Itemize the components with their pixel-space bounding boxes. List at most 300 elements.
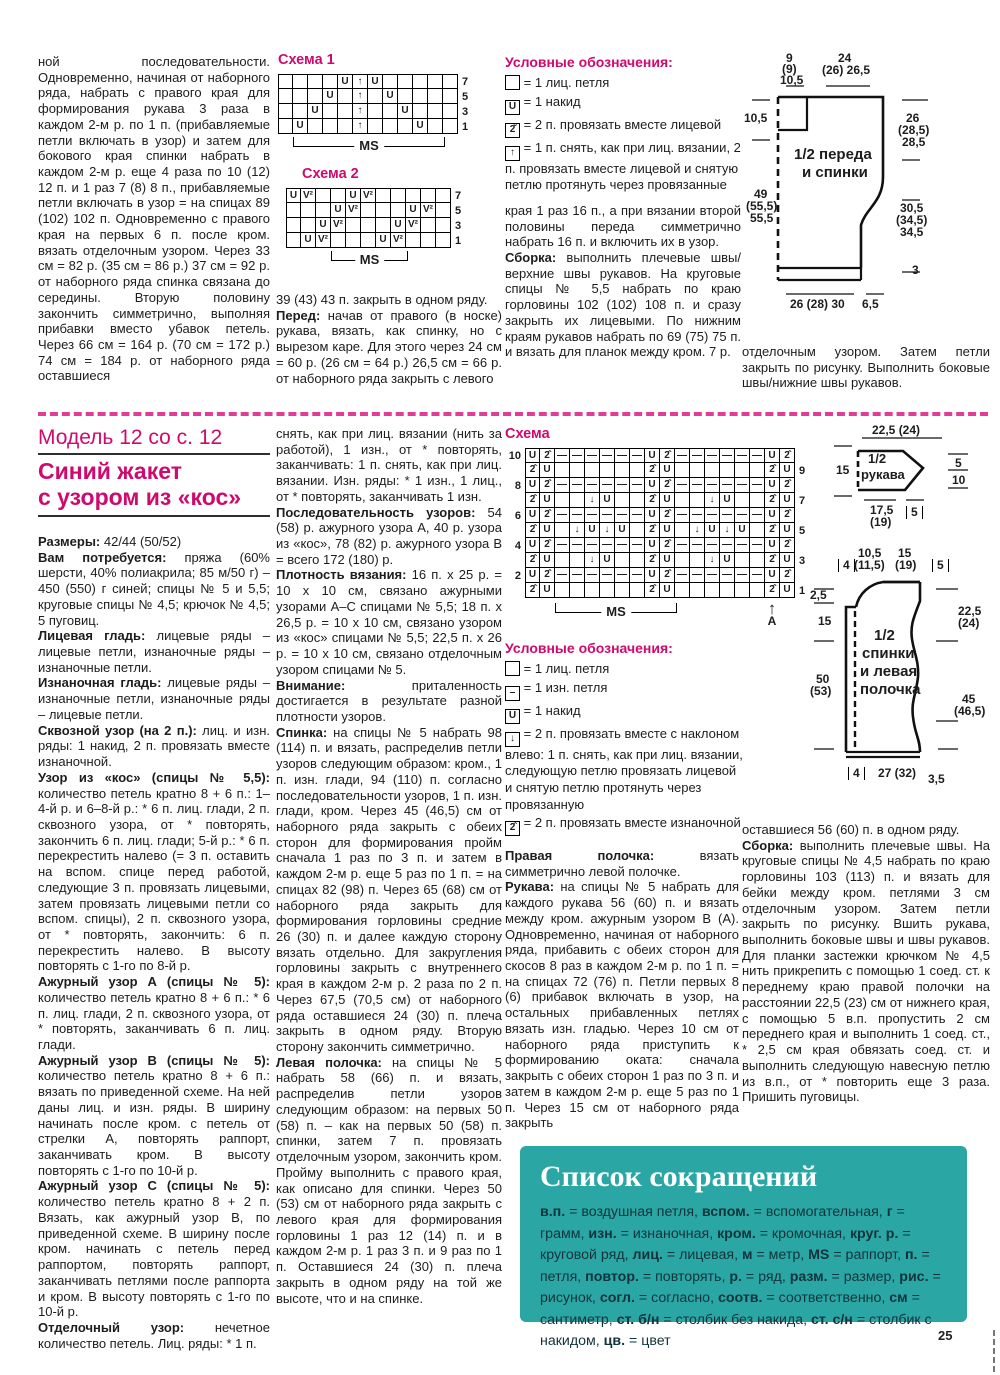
chart-cell: 2̂: [525, 463, 540, 478]
chart-symbol-icon: ↑: [505, 146, 520, 161]
ms-label: MS: [354, 138, 384, 153]
bottom-legend-block: [505, 640, 747, 838]
chart-cell: [750, 553, 765, 568]
chart-cell: —: [735, 538, 750, 553]
chart-cell: [293, 74, 308, 89]
abbreviations-list: в.п. = воздушная петля, вспом. = вспомогательная, г = грамм, изн. = изнаночная, кром. = кромочная, круг. р. = круговой ряд, лиц. = лицевая, м = метр, MS = раппорт, п. = петля, повтор. = повторять, р. = ряд, разм. = размер, рис. = рисунок, согл. = согласно, соотв. = соответственно, см = сантиметр, ст. б/н = столбик без накида, ст. с/н = столбик с накидом, цв. = цвет: [540, 1204, 941, 1350]
chart-cell: [406, 188, 421, 203]
chart-cell: [436, 218, 451, 233]
chart-cell: [750, 583, 765, 598]
chart-cell: —: [690, 568, 705, 583]
chart-cell: —: [555, 508, 570, 523]
chart-cell: [585, 463, 600, 478]
chart-cell: 2̂: [645, 553, 660, 568]
model-column-1: [38, 534, 270, 1351]
measurement-label: (24): [958, 616, 980, 630]
chart-cell: 2̂: [780, 448, 795, 463]
chart-cell: [428, 89, 443, 104]
legend-item: 2̂ = 2 п. провязать вместе изнаночной: [505, 815, 747, 836]
chart-cell: [383, 74, 398, 89]
row-number: 7: [455, 189, 462, 202]
top-legend-block: [505, 54, 741, 360]
chart-cell: U: [720, 493, 735, 508]
chart-cell: [308, 89, 323, 104]
chart-cell: 2̂: [765, 553, 780, 568]
measurement-label: 2,5: [810, 588, 827, 602]
chart-cell: U: [293, 119, 308, 134]
measurement-label: 15: [898, 546, 912, 560]
front-back-outline: [742, 50, 992, 338]
chart-cell: [428, 104, 443, 119]
chart-cell: U: [383, 89, 398, 104]
chart-cell: —: [705, 568, 720, 583]
measurement-label: 24: [838, 51, 852, 65]
measurement-label: (46,5): [954, 704, 986, 718]
diagram-name: полочка: [860, 681, 921, 698]
chart-cell: U: [735, 523, 750, 538]
row-number: [505, 583, 525, 598]
chart-cell: —: [735, 508, 750, 523]
measurement-label: (19): [870, 515, 892, 529]
paragraph: Перед: начав от правого (в носке) рукава, вязать, как спинку, но с вырезом каре. Для этого через 24 см = 60 р. (26 см = 64 р.) 26,5 см = 66 р. от наборного ряда закрыть с левого: [276, 307, 503, 386]
chart-cell: [735, 493, 750, 508]
chart-cell: [555, 463, 570, 478]
diagram-name: и спинки: [802, 164, 868, 181]
chart-cell: [705, 463, 720, 478]
chart-cell: 2̂: [540, 508, 555, 523]
legend-item: = 1 лиц. петля: [505, 75, 741, 92]
chart-cell: —: [750, 538, 765, 553]
chart-cell: [338, 89, 353, 104]
chart-cell: U: [316, 218, 331, 233]
measurement-label: (55,5): [746, 199, 778, 213]
chart-cell: [750, 463, 765, 478]
paragraph: Внимание: приталенность достигается в результате разной плотности узоров.: [276, 677, 502, 724]
chart-cell: —: [720, 538, 735, 553]
chart-symbol-icon: U: [505, 100, 520, 115]
chart-cell: U: [765, 568, 780, 583]
chart-cell: —: [735, 568, 750, 583]
chart-cell: —: [615, 478, 630, 493]
chart-cell: —: [600, 508, 615, 523]
chart-cell: U: [525, 448, 540, 463]
chart-cell: [615, 553, 630, 568]
measurement-label: 3: [912, 263, 919, 277]
chart-cell: U: [585, 523, 600, 538]
chart-cell: [286, 203, 301, 218]
chart-cell: [690, 493, 705, 508]
measurement-label: 3,5: [928, 772, 945, 786]
chart-cell: U: [398, 104, 413, 119]
chart-cell: —: [720, 478, 735, 493]
chart-cell: U: [525, 478, 540, 493]
schema1-title: Схема 1: [278, 52, 335, 68]
rapport-arrow: ↑ A: [761, 602, 783, 627]
chart-cell: [398, 74, 413, 89]
chart-cell: —: [690, 448, 705, 463]
chart-cell: —: [570, 508, 585, 523]
chart-cell: —: [630, 478, 645, 493]
chart-cell: 2̂: [540, 568, 555, 583]
chart-cell: [720, 463, 735, 478]
paragraph: оставшиеся 56 (60) п. в одном ряду.: [742, 822, 960, 837]
measurement-label: 30,5: [900, 201, 924, 215]
chart-cell: [690, 583, 705, 598]
row-number: [795, 478, 815, 493]
chart-cell: ↓: [600, 523, 615, 538]
chart-cell: [286, 233, 301, 248]
chart-cell: [750, 493, 765, 508]
chart-cell: ↓: [570, 523, 585, 538]
chart-cell: [361, 218, 376, 233]
chart-cell: —: [675, 538, 690, 553]
paragraph: снять, как при лиц. вязании (нить за работой), 1 изн., от * повторять, заканчивать: 1 п. снять, как при лиц. вязании. Изн. ряды: * 1 изн., 1 лиц., от * повторять, заканчивать 1 изн.: [276, 426, 502, 504]
schema1-chart: [278, 74, 503, 154]
paragraph: Отделочный узор: нечетное количество петель. Лиц. ряды: * 1 п.: [38, 1319, 270, 1351]
chart-cell: U: [780, 463, 795, 478]
paragraph: Изнаночная гладь: лицевые ряды – изнаночные петли, изнаночные ряды – лицевые петли.: [38, 675, 270, 722]
measurement-label: 6,5: [862, 297, 879, 311]
schema2-chart: [286, 188, 501, 268]
legend-item: = 1 лиц. петля: [505, 661, 747, 678]
row-number: [795, 508, 815, 523]
chart-cell: [413, 89, 428, 104]
ms-label: MS: [355, 252, 385, 267]
diagram-name: 1/2: [868, 451, 887, 466]
measurement-label: 10: [952, 473, 966, 487]
model-header-block: [38, 426, 270, 521]
ms-label: MS: [601, 604, 631, 619]
chart-cell: [630, 553, 645, 568]
chart-cell: —: [600, 448, 615, 463]
chart-cell: —: [750, 508, 765, 523]
paragraph: Правая полочка: вязать симметрично левой полочке.: [505, 848, 739, 879]
chart-cell: ↓: [705, 493, 720, 508]
chart-cell: U: [600, 553, 615, 568]
chart-cell: —: [690, 478, 705, 493]
paragraph: Плотность вязания: 16 п. x 25 р. = 10 x 10 см, связано ажурными узорами А–С спицами № 5,5; 18 п. x 26,5 р. = 10 x 10 см, связано узором из «кос» спицами № 5,5; 22,5 п. x 26 р. = 10 x 10 см, связано отделочным узором спицами № 5.: [276, 567, 502, 677]
schema1-block: [278, 52, 503, 154]
chart-cell: [630, 523, 645, 538]
chart-cell: 2̂: [660, 568, 675, 583]
measurement-label: 15: [818, 614, 832, 628]
chart-cell: 2̂: [645, 583, 660, 598]
chart-cell: [391, 188, 406, 203]
measurement-label: 26 (28) 30: [790, 297, 845, 311]
chart-cell: [323, 119, 338, 134]
chart-cell: —: [735, 448, 750, 463]
chart-cell: U: [323, 89, 338, 104]
ms-bracket: [293, 137, 445, 153]
chart-cell: —: [750, 478, 765, 493]
measurement-label: 10,5: [858, 546, 882, 560]
chart-cell: [301, 203, 316, 218]
chart-cell: —: [600, 538, 615, 553]
schema2-block: [286, 166, 501, 268]
chart-cell: ↑: [353, 89, 368, 104]
chart-cell: [443, 104, 458, 119]
chart-cell: [293, 89, 308, 104]
chart-cell: [555, 493, 570, 508]
chart-cell: ↑: [353, 104, 368, 119]
chart-cell: —: [555, 568, 570, 583]
chart-cell: [600, 463, 615, 478]
chart-symbol-icon: [505, 75, 520, 90]
chart-cell: —: [615, 508, 630, 523]
ms-bracket: [555, 603, 677, 619]
back-front-diagram: [806, 545, 1000, 790]
chart-cell: [436, 233, 451, 248]
chart-cell: —: [555, 478, 570, 493]
chart-cell: —: [705, 478, 720, 493]
chart-cell: [338, 104, 353, 119]
chart-cell: U: [780, 493, 795, 508]
big-schema-block: [505, 426, 835, 643]
chart-cell: —: [585, 508, 600, 523]
row-number: 9: [799, 464, 806, 477]
chart-cell: U: [540, 463, 555, 478]
paragraph: Размеры: 42/44 (50/52): [38, 534, 182, 549]
model-header: Модель 12 со с. 12: [38, 426, 223, 449]
chart-cell: ↓: [585, 553, 600, 568]
chart-cell: [301, 218, 316, 233]
paragraph: Рукава: на спицы № 5 набрать для каждого рукава 56 (60) п. и вязать между кром. ажурным узором В (А). Одновременно, начиная от наборного ряда, прибавить с обеих сторон для скосов 8 раз в каждом 2-м р. по 1 п. = на спицах 72 (76) п. Петли первых 8 (6) прибавок включать в узор, на остальных прибавленных петлях вязать изн. гладью. Через 10 см от наборного ряда приступить к формированию оката: сначала закрыть с обеих сторон 1 раз по 3 п. и затем в каждом 2-м р. еще 5 раз по 1 п. Через 15 см от наборного ряда закрыть: [505, 879, 739, 1131]
chart-cell: 2̂: [525, 553, 540, 568]
chart-cell: V²: [421, 203, 436, 218]
paragraph: Узор из «кос» (спицы № 5,5): количество петель кратно 8 + 6 п.: 1–4-й р. и 6–8-й р.: * 6 п. лиц. глади, 2 п. сквозного узора, от * повторять, закончить 6 п. лиц. глади; 5-й р.: * 6 п. перекрестить налево (= 3 п. оставить на вспом. спице перед работой, следующие 3 п. провязать лицевыми, затем провязать лицевыми петли со вспом. спицы), 2 п. сквозного узора, от * повторять, закончить: 6 п. перекрестить налево. В высоту повторять с 1-го по 8-й р.: [38, 769, 270, 974]
chart-cell: [323, 104, 338, 119]
chart-cell: [331, 188, 346, 203]
chart-cell: [361, 233, 376, 248]
chart-cell: ↓: [705, 553, 720, 568]
chart-cell: [413, 104, 428, 119]
chart-cell: —: [750, 568, 765, 583]
chart-cell: 2̂: [765, 463, 780, 478]
row-number: 8: [514, 479, 521, 492]
chart-cell: [413, 74, 428, 89]
measurement-label: (19): [895, 558, 917, 572]
chart-cell: [570, 583, 585, 598]
chart-cell: 2̂: [540, 478, 555, 493]
row-number: 3: [462, 105, 469, 118]
chart-cell: 2̂: [540, 538, 555, 553]
paragraph: Вам потребуется: пряжа (60% шерсти, 40% полиакрила; 85 м/50 г) – 450 (550) г синей; спицы № 5 и 5,5; круговые спицы № 4,5; крючок № 4,5; 5 пуговиц.: [38, 549, 270, 628]
chart-cell: U: [765, 508, 780, 523]
measurement-label: 5: [932, 559, 949, 572]
chart-cell: 2̂: [780, 478, 795, 493]
chart-cell: —: [675, 568, 690, 583]
measurement-label: 10,5: [744, 111, 768, 125]
measurement-label: (11,5): [854, 558, 885, 572]
chart-cell: —: [720, 508, 735, 523]
legend-item: U = 1 накид: [505, 703, 747, 724]
chart-cell: U: [645, 478, 660, 493]
chart-cell: U: [660, 553, 675, 568]
sleeve-diagram: [828, 424, 1000, 536]
legend-item: 2̌ = 2 п. провязать вместе лицевой: [505, 117, 741, 138]
chart-cell: V²: [346, 203, 361, 218]
chart-cell: [436, 203, 451, 218]
chart-cell: —: [555, 538, 570, 553]
chart-cell: 2̂: [780, 538, 795, 553]
chart-cell: [600, 583, 615, 598]
paragraph: Лицевая гладь: лицевые ряды – лицевые петли, изнаночные ряды – изнаночные петли.: [38, 628, 270, 675]
chart-cell: U: [645, 568, 660, 583]
measurement-label: 4: [848, 767, 865, 780]
chart-cell: —: [570, 538, 585, 553]
model-column-3: [505, 848, 739, 1131]
schema2-title: Схема 2: [302, 166, 359, 182]
chart-cell: —: [630, 568, 645, 583]
chart-cell: [376, 218, 391, 233]
chart-cell: —: [585, 538, 600, 553]
chart-cell: 2̂: [660, 538, 675, 553]
chart-cell: —: [630, 538, 645, 553]
chart-cell: [735, 583, 750, 598]
row-number: 3: [455, 219, 462, 232]
chart-cell: 2̂: [645, 463, 660, 478]
measurement-label: 22,5: [958, 604, 982, 618]
paragraph: Ажурный узор В (спицы № 5): количество петель кратно 8 + 6 п.: вязать по приведенной схеме. На ней даны лиц. и изн. ряды. В ширину начинать после кром. с петель от стрелки А, повторять раппорт, заканчивать кром. В высоту повторять с 1-го по 10-й р.: [38, 1052, 270, 1178]
chart-cell: [278, 104, 293, 119]
chart-cell: [278, 89, 293, 104]
measurement-label: 5: [955, 456, 962, 470]
chart-cell: [630, 463, 645, 478]
arrow-up-icon: ↑: [767, 599, 777, 618]
measurement-label: 4: [838, 559, 855, 572]
row-number: [795, 448, 815, 463]
chart-cell: [690, 463, 705, 478]
row-number: 7: [462, 75, 469, 88]
page-number: 25: [938, 1328, 953, 1343]
chart-cell: U: [645, 448, 660, 463]
chart-cell: —: [555, 448, 570, 463]
measurement-label: 22,5 (24): [872, 423, 921, 437]
row-number: [505, 523, 525, 538]
chart-symbol-icon: ↓: [505, 732, 520, 747]
chart-cell: U: [308, 104, 323, 119]
paragraph: Ажурный узор С (спицы № 5): количество петель кратно 8 + 2 п. Вязать, как ажурный узор В, по приведенной схеме. В ширину после кром. начинать с петель перед раппортом, повторять раппорт, заканчивать петлями после раппорта и кром. В высоту повторять с 1-го по 10-й р.: [38, 1178, 270, 1320]
chart-cell: [376, 203, 391, 218]
chart-cell: [615, 493, 630, 508]
chart-cell: ↑: [353, 74, 368, 89]
chart-cell: [555, 523, 570, 538]
chart-cell: [286, 218, 301, 233]
chart-cell: U: [540, 553, 555, 568]
chart-cell: [750, 523, 765, 538]
chart-cell: V²: [301, 188, 316, 203]
row-number: 1: [462, 120, 469, 133]
chart-cell: [675, 523, 690, 538]
chart-cell: —: [585, 448, 600, 463]
measurement-label: 5: [906, 506, 923, 519]
chart-cell: —: [705, 538, 720, 553]
big-schema-title: Схема: [505, 426, 550, 442]
chart-cell: V²: [391, 233, 406, 248]
row-number: 1: [799, 584, 806, 597]
top-column-1: [38, 54, 270, 384]
chart-cell: —: [675, 448, 690, 463]
legend-items: [505, 661, 747, 836]
chart-cell: U: [413, 119, 428, 134]
chart-cell: 2̂: [525, 493, 540, 508]
measurement-label: 15: [836, 463, 850, 477]
chart-cell: [421, 188, 436, 203]
top-column-3: [505, 203, 741, 360]
chart-cell: [443, 74, 458, 89]
chart-cell: U: [525, 508, 540, 523]
paragraph: Левая полочка: на спицы № 5 набрать 58 (66) п. и вязать, распределив петли узоров следующим образом: на первых 50 (58) п. – как на первых 50 (58) п. спинки, затем 7 п. провязать отделочным узором, закончить кром. Пройму выполнить с правого края, как описано для спинки. Через 50 (53) см от наборного ряда закрыть с левого края для формирования горловины 1 раз 12 (14) п. и в каждом 2-м р. 1 раз 3 п. и 9 раз по 1 п. Оставшиеся 24 (30) п. плеча закрыть в одном ряду на той же высоте, что и на спинке.: [276, 1054, 503, 1306]
chart-cell: [443, 89, 458, 104]
chart-cell: 2̂: [780, 508, 795, 523]
chart-cell: U: [368, 74, 383, 89]
chart-cell: [316, 203, 331, 218]
diagram-name: спинки: [862, 645, 915, 662]
chart-cell: [398, 119, 413, 134]
chart-cell: [585, 583, 600, 598]
sleeve-outline: [828, 424, 1000, 536]
crop-mark: [993, 1330, 995, 1372]
chart-symbol-icon: U: [505, 709, 520, 724]
measurement-label: 34,5: [900, 225, 924, 239]
chart-cell: U: [406, 203, 421, 218]
chart-cell: [346, 233, 361, 248]
measurement-label: 26: [906, 111, 920, 125]
top-column-2: [276, 292, 502, 386]
measurement-label: 50: [816, 672, 830, 686]
chart-cell: [421, 218, 436, 233]
chart-cell: —: [570, 448, 585, 463]
chart-cell: [735, 553, 750, 568]
chart-cell: 2̂: [645, 523, 660, 538]
row-number: 5: [799, 524, 806, 537]
paragraph: Сквозной узор (на 2 п.): лиц. и изн. ряды: 1 накид, 2 п. провязать вместе изнаночной.: [38, 722, 270, 770]
chart-cell: U: [660, 583, 675, 598]
chart-cell: [735, 463, 750, 478]
diagram-name: 1/2 переда: [794, 146, 872, 163]
chart-cell: U: [338, 74, 353, 89]
legend-item: U = 1 накид: [505, 94, 741, 115]
knitting-chart-grid: [505, 448, 835, 598]
chart-cell: —: [690, 508, 705, 523]
paragraph: ной последовательности. Одновременно, начиная от наборного ряда, набрать с правого края для формирования рукава 3 раза в каждом 2-м р. по 1 п. (прибавляемые петли включать в узор) и затем для бокового края спинки набрать в каждом 2-м р. еще 4 раза по 10 (12) 12 п. и 1 раз 7 (8) 8 п., прибавляемые петли включать в узор = на спицах 89 (102) 102 п. Одновременно с правого края на первых 6 п. после кром. вязать отделочным узором. Через 33 см = 82 р. (35 см = 86 р.) 37 см = 92 р. от наборного ряда спинка связана до середины. Вторую половину закончить симметрично, выполняя прибавки вместо убавок петель. Через 66 см = 164 р. (70 см = 172 р.) 74 см = 184 р. от наборного ряда оставшиеся: [38, 54, 270, 384]
chart-cell: [555, 583, 570, 598]
measurement-label: 10,5: [780, 73, 804, 87]
chart-cell: U: [376, 233, 391, 248]
paragraph: Сборка: выполнить плечевые швы/верхние швы рукавов. На круговые спицы № 5,5 набрать по краю горловины 102 (102) 108 п. и сразу закрыть их лицевыми. По нижним краям рукавов набрать по 69 (75) 75 п. и вязать для планок между кром. 7 р.: [505, 250, 741, 360]
row-number: 4: [514, 539, 521, 552]
measurement-label: 45: [962, 692, 976, 706]
legend-title: Условные обозначения:: [505, 640, 673, 656]
chart-cell: U: [346, 188, 361, 203]
chart-cell: —: [630, 448, 645, 463]
chart-cell: 2̂: [525, 583, 540, 598]
paragraph: отделочным узором. Затем петли закрыть по рисунку. Выполнить боковые швы/нижние швы рукавов.: [742, 344, 990, 391]
row-number: 3: [799, 554, 806, 567]
chart-cell: U: [765, 448, 780, 463]
chart-cell: 2̂: [765, 493, 780, 508]
chart-cell: U: [660, 523, 675, 538]
measurement-label: 9: [786, 51, 793, 65]
chart-cell: [421, 233, 436, 248]
row-number: [505, 493, 525, 508]
chart-cell: —: [615, 538, 630, 553]
chart-cell: —: [675, 508, 690, 523]
front-back-diagram: [742, 50, 992, 338]
diagram-name: рукава: [861, 467, 905, 482]
chart-symbol-icon: –: [505, 686, 520, 701]
paragraph: Спинка: на спицы № 5 набрать 98 (114) п. и вязать, распределив петли узоров следующим образом: кром., 1 п. изн. глади, 94 (110) п. согласно последовательности узоров, 1 п. изн. глади, кром. Через 45 (46,5) см от наборного ряда закрыть с обеих сторон для формирования пройм сначала 1 раз по 3 п. и затем в каждом 2-м р. еще 5 раз по 1 п. = на спицах 82 (98) п. Через 65 (68) см от наборного ряда закрыть для формирования горловины средние 26 (30) п. и далее каждую сторону вязать отдельно. Для закругления горловины закрыть с внутреннего края в каждом 2-м р. 2 раза по 2 п. Через 67,5 (70,5 см) от наборного ряда оставшиеся 24 (30) п. плеча закрыть в одном ряду. Вторую сторону закончить симметрично.: [276, 724, 503, 1055]
